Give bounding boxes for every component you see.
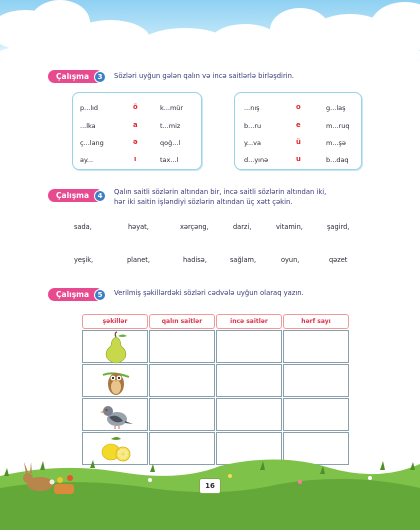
exercise-number: 4 — [94, 190, 106, 202]
table-header-pictures: şəkillər — [82, 314, 148, 329]
owl-icon — [83, 365, 149, 398]
grass-illustration — [0, 458, 420, 530]
word-right-b-4: b...daq — [326, 156, 349, 164]
picture-cell — [82, 398, 148, 431]
word-item: planet, — [127, 256, 150, 264]
picture-cell — [82, 364, 148, 397]
word-right-a-4: d...yınə — [244, 156, 269, 164]
vowel-left-2: a — [133, 121, 138, 129]
pear-icon — [83, 331, 149, 364]
page-number: 16 — [199, 478, 221, 494]
answer-cell[interactable] — [283, 398, 349, 431]
word-item: həyat, — [128, 223, 149, 231]
word-right-a-1: ...nış — [244, 104, 260, 112]
word-right-b-3: m...şə — [326, 139, 346, 147]
word-item: şagird, — [327, 223, 350, 231]
sky-banner — [0, 0, 420, 62]
vowel-left-3: ə — [133, 138, 138, 146]
word-right-a-2: b...ru — [244, 122, 262, 130]
word-item: hadisə, — [183, 256, 207, 264]
picture-cell — [82, 330, 148, 363]
word-item: yeşik, — [74, 256, 94, 264]
table-header-thin-vowels: incə saitlər — [216, 314, 282, 329]
exercise-4-tag — [48, 189, 106, 202]
answer-cell[interactable] — [283, 330, 349, 363]
exercise-4-instruction-line-2: hər iki saitin işləndiyi sözlərin altından üç xətt çəkin. — [114, 198, 293, 206]
word-left-a-4: ay... — [80, 156, 94, 164]
vowel-right-3: ü — [296, 138, 301, 146]
word-item: qəzet — [329, 256, 348, 264]
vowel-left-1: ö — [133, 103, 138, 111]
vowel-right-4: u — [296, 155, 301, 163]
word-right-a-3: y...va — [244, 139, 261, 147]
vowel-left-4: ı — [134, 155, 137, 163]
answer-cell[interactable] — [149, 330, 215, 363]
word-left-a-3: ç...lang — [80, 139, 104, 147]
word-left-b-4: tax...l — [160, 156, 179, 164]
exercise-label: Çalışma — [48, 189, 103, 202]
word-left-a-1: p...lıd — [80, 104, 99, 112]
vowel-right-1: o — [296, 103, 301, 111]
word-left-b-1: k...mür — [160, 104, 184, 112]
word-left-b-3: qoğ...l — [160, 139, 181, 147]
table-header-thick-vowels: qalın saitlər — [149, 314, 215, 329]
exercise-5-tag — [48, 288, 106, 301]
table-header-letter-count: hərf sayı — [283, 314, 349, 329]
exercise-number: 3 — [94, 71, 106, 83]
answer-cell[interactable] — [149, 364, 215, 397]
answer-cell[interactable] — [216, 364, 282, 397]
word-item: darzi, — [233, 223, 252, 231]
pigeon-icon — [83, 399, 149, 432]
answer-cell[interactable] — [283, 364, 349, 397]
exercise-3-tag — [48, 70, 106, 83]
exercise-3-instruction: Sözləri uyğun gələn qalın və incə saitlərlə birləşdirin. — [114, 72, 295, 80]
answer-cell[interactable] — [216, 330, 282, 363]
exercise-label: Çalışma — [48, 70, 103, 83]
word-left-a-2: ...lka — [80, 122, 96, 130]
exercise-number: 5 — [94, 289, 106, 301]
vowel-right-2: e — [296, 121, 301, 129]
word-item: vitamin, — [276, 223, 303, 231]
word-right-b-1: g...laş — [326, 104, 346, 112]
word-item: sada, — [74, 223, 92, 231]
exercise-5-instruction: Verilmiş şəkillərdəki sözləri cədvələ uyğun olaraq yazın. — [114, 289, 304, 297]
word-item: sağlam, — [230, 256, 257, 264]
answer-cell[interactable] — [149, 398, 215, 431]
word-item: oyun, — [281, 256, 300, 264]
word-left-b-2: t...miz — [160, 122, 181, 130]
word-right-b-2: m...ruq — [326, 122, 350, 130]
answer-cell[interactable] — [216, 398, 282, 431]
exercise-label: Çalışma — [48, 288, 103, 301]
word-item: xərçəng, — [180, 223, 209, 231]
exercise-4-instruction-line-1: Qalın saitli sözlərin altından bir, incə saitli sözlərin altından iki, — [114, 188, 327, 196]
